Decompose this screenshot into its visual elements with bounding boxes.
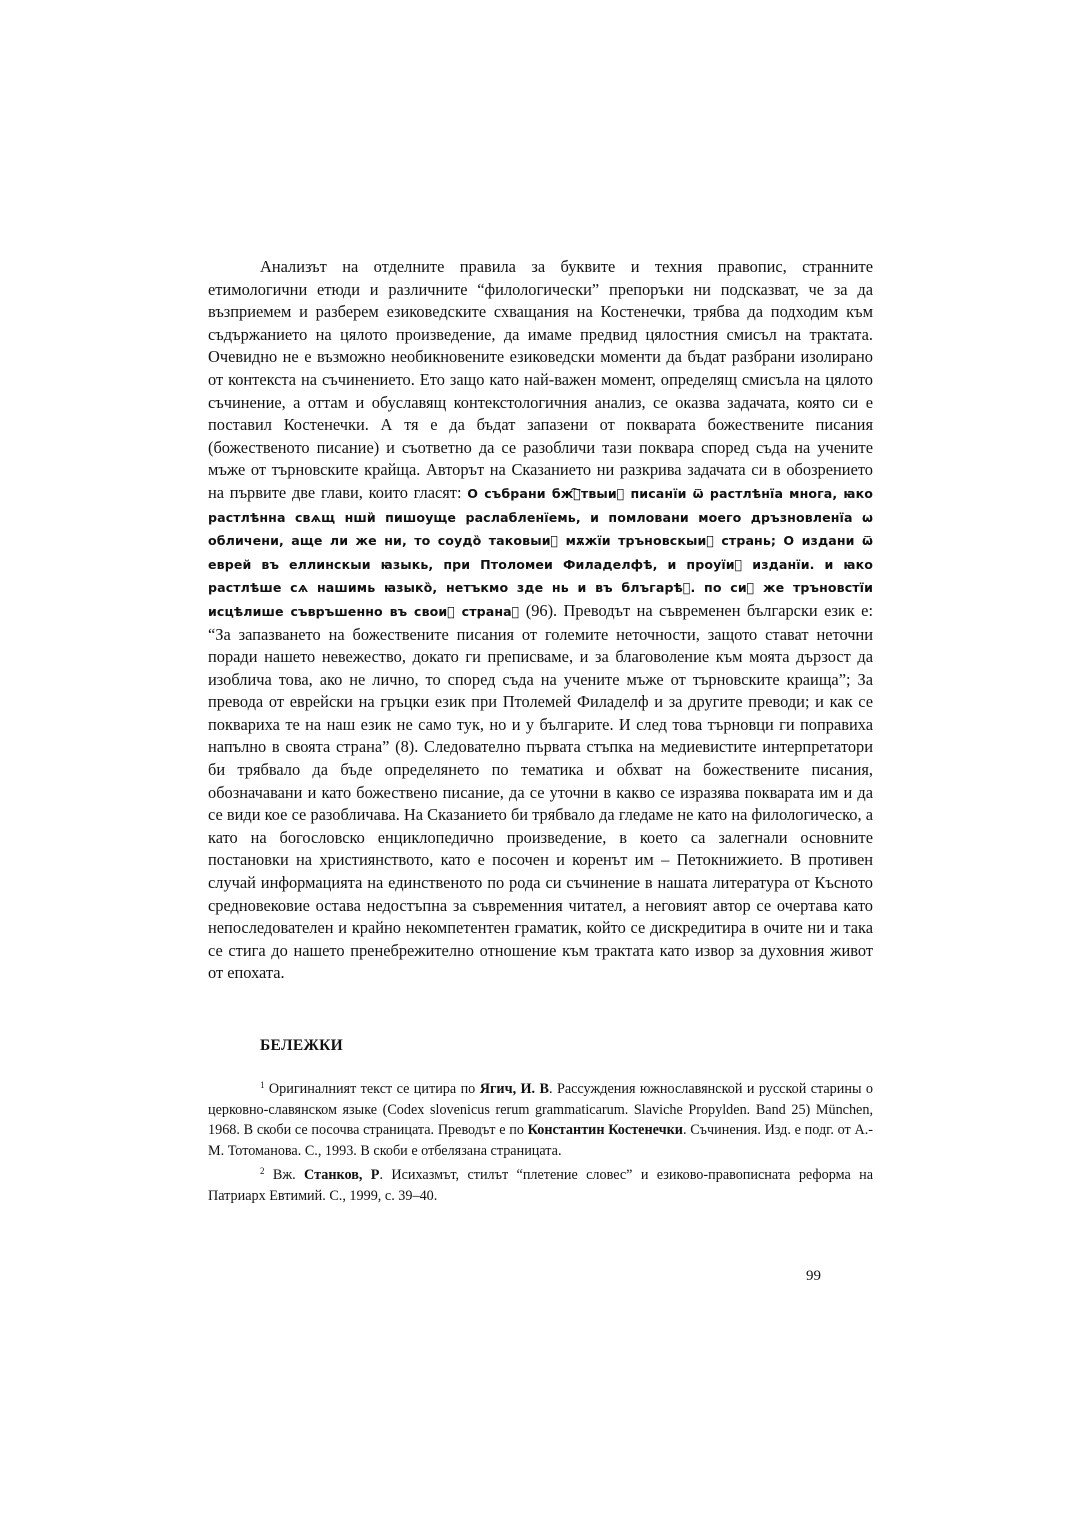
footnote-1 bbox=[208, 1079, 873, 1161]
footnote-2 bbox=[208, 1165, 873, 1206]
main-paragraph bbox=[208, 256, 873, 985]
footnote-text: Оригиналният текст се цитира по bbox=[268, 1081, 476, 1097]
page-number: 99 bbox=[806, 1268, 821, 1284]
footnote-text: . Рассуждения южнославянской и русской старины о церковно-славянском языке (Codex slovenicus rerum grammaticarum. Slaviche Propylden. Band 25) München, 1968. В скоби се посочва страницата. Преводът е по bbox=[208, 1081, 873, 1139]
paragraph-text-after: (96). Преводът на съвременен български език е: “За запазването на божествените писания от големите неточности, защото стават неточни поради нашето невежество, докато ги преписваме, и за благоволение към моята дързост да изоблича това, ако не лично, то според съда на учените мъже от търновските краища”; За превода от еврейски на гръцки език при Птолемей Филаделф и за другите преводи; и как се поквариха те на наш език не само тук, но и у българите. И след това търновци ги поправиха напълно в своята страна” (8). Следователно първата стъпка на медиевистите интерпретатори би трябвало да бъде определянето по тематика и обхват на божествените писания, обозначавани и като божествено писание, да се уточни в какво се изразява покварата им и да се види кое се разобличава. На Сказанието би трябвало да гледаме не като на филологическо, а като на богословско енциклопедично произведение, в което са залегнали основните постановки на християнството, като е посочен и коренът им – Петокнижието. В противен случай информацията на единственото по рода си съчинение в нашата литература от Късното средновековие остава недостъпна за съвременния читател, а неговият автор се очертава като непоследователен и крайно некомпетентен граматик, който се дискредитира в очите ни и така се стига до нашето пренебрежително отношение към трактата като извор за духовния живот от епохата. bbox=[208, 600, 874, 983]
notes-heading: БЕЛЕЖКИ bbox=[260, 1037, 343, 1054]
footnote-text: . Съчинения. Изд. е подг. от А.-М. Тотоманова. С., 1993. В скоби е отбелязана страницата. bbox=[208, 1122, 873, 1159]
footnote-number: 2 bbox=[260, 1166, 265, 1177]
footnote-author: Константин Костенечки bbox=[527, 1122, 683, 1139]
page-content bbox=[208, 256, 873, 1211]
footnote-number: 1 bbox=[260, 1080, 265, 1090]
church-slavonic-quote: О събрани бжⷭ҇твыиⷯ писанїи ѿ растлѣнїа многа, ꙗко растлѣнна свѧщ нши̏ пишоуще раслабленїемь, и помловани моего дръзновленїа ѡ обличени, аще ли же ни, то соудо̏ таковыиⷯ мѫжїи тръновскыиⷯ странь; О издани ѿ еврей въ еллинскыи ꙗзыкь, при Птоломеи Филаделфѣ, и проуїиⷯ изданїи. и ꙗко растлѣше сѧ нашимь ꙗзыко̏, нетъкмо зде нь и въ блъгарѣⷯ. по сиⷯ же тръновстїи исцѣлише съвръшенно въ своиⷯ странаⷯ bbox=[208, 485, 874, 619]
footnote-author: Станков, Р bbox=[304, 1167, 380, 1184]
paragraph-text-before: Анализът на отделните правила за буквите и техния правопис, странните етимологични етюди и различните “филологически” препоръки ни подсказват, че за да възприемем и разберем езиковедските схващания на Костенечки, трябва да подходим към съдържанието на цялото произведение, да имаме предвид цялостния смисъл на трактата. Очевидно не е възможно необикновените езиковедски моменти да бъдат разбрани изолирано от контекста на съчинението. Ето защо като най-важен момент, определящ смисъла на цялото съчинение, а оттам и обуславящ контекстологичния анализ, се оказва задачата, която си е поставил Костенечки. А тя е да бъдат запазени от покварата божествените писания (божественото писание) и съответно да се разобличи тази поквара според съда на учените мъже от търновските крайща. Авторът на Сказанието ни разкрива задачата си в обозрението на първите две глави, които гласят: bbox=[208, 257, 873, 502]
footnote-text: . Исихазмът, стилът “плетение словес” и езиково-правописната реформа на Патриарх Евтимий. С., 1999, с. 39–40. bbox=[208, 1167, 873, 1204]
footnote-author: Ягич, И. В bbox=[479, 1081, 549, 1097]
notes-list bbox=[208, 1079, 873, 1207]
footnote-text: Вж. bbox=[272, 1167, 296, 1184]
